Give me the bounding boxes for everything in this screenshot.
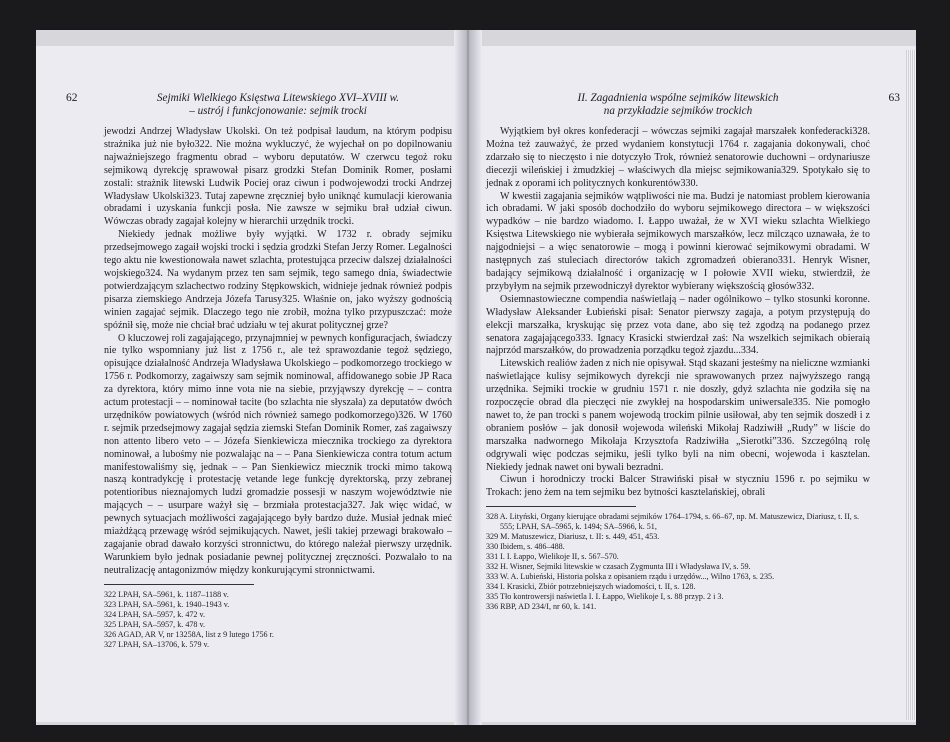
paragraph: W kwestii zagajania sejmików wątpliwości nie ma. Budzi je natomiast problem kierowania ich obradami. W jaki sposób dochodziło do wyboru sejmikowego directora – w większości wypadków – nie bardzo wiadomo. I. Łappo uważał, że w XVI wieku szlachta Wielkiego Księstwa Litewskiego nie wybierała sejmikowych marszałków, lecz milcząco uznawała, że to najgodniejsi – a więc senatorowie – mogą i powinni kierować sejmikowymi obradami. W następnych zaś stuleciach directorów takich zgromadzeń obierano331. Henryk Wisner, badający sejmikową działalność i organizację w I połowie XVII wieku, stwierdził, że przybyłym na sejmik przewodniczył dyrektor wybierany większością głosów332.: [486, 190, 870, 292]
left-footnotes: [104, 590, 452, 650]
footnote: 336 RBP, AD 234/I, nr 60, k. 141.: [486, 602, 597, 612]
footnote: 332 H. Wisner, Sejmiki litewskie w czasach Zygmunta III i Władysława IV, s. 59.: [486, 562, 751, 572]
book-spine: [454, 30, 482, 725]
page-edges: [906, 50, 916, 720]
right-body: [486, 126, 870, 500]
paragraph: Wyjątkiem był okres konfederacji – wówczas sejmiki zagajał marszałek konfederacki328. Można też zauważyć, że przed wydaniem konstytucji 1764 r. zagajania dokonywali, choć zdarzało się to nieczęsto i nie dotyczyło Trok, również senatorowie duchowni – ordynariusze diecezji wileńskiej i żmudzkiej – właściwych dla miejsc sejmikowania329. Spotykało się to jednak z oporami ich politycznych konkurentów330.: [486, 126, 870, 189]
right-header: [486, 92, 900, 126]
open-book: [36, 30, 916, 725]
footnote: 328 A. Lityński, Organy kierujące obradami sejmików 1764–1794, s. 66–67, np. M. Matuszewicz, Diariusz, t. II, s. 555; LPAH, SA–5965, k. 1494; SA–5966, k. 51,: [486, 512, 859, 532]
running-head-left-line1: Sejmiki Wielkiego Księstwa Litewskiego XVI–XVIII w.: [156, 92, 400, 104]
footnote: 322 LPAH, SA–5961, k. 1187–1188 v.: [104, 589, 229, 599]
footnote-rule: [104, 584, 254, 585]
footnote: 330 Ibidem, s. 486–488.: [486, 542, 565, 552]
paragraph: Litewskich realiów żaden z nich nie opisywał. Stąd skazani jesteśmy na nieliczne wzmianki naświetlające kulisy sejmikowych dyrekcji nie sprawowanych przez najwyższego rangą urzędnika. Sejmiki trockie w grudniu 1571 r. nie doszły, gdyż szlachta nie godziła się na rozpoczęcie obrad dla pieczęci nie zwykłej na hospodarskim uniwersale335. Nie pomogło nawet to, że pan trocki s panem wojewodą trockim pilnie usiłował, aby ten sejmik doszedł i z obraniem posłów – jak donosił wojewoda wileński Mikołaj Radziwiłł „Rudy” w liście do marszałka nadwornego Mikołaja Krzysztofa Radziwiłła „Sierotki”336. Szczególną rolę odgrywali więc podczas sejmiku, jeśli tylko byli na nim obecni, wojewoda i kasztelan. Niekiedy jednak nawet oni bywali bezradni.: [486, 358, 870, 473]
paragraph: Niekiedy jednak możliwe były wyjątki. W 1732 r. obrady sejmiku przedsejmowego zagaił wojski trocki i sędzia grodzki Stefan Jerzy Romer. Legalności tego aktu nie kwestionowała nawet szlachta, protestująca przeciw dalszej działalności wojskiego324. Na wydanym przez ten sam sejmik, tego samego dnia, świadectwie potwierdzającym szlachectwo rodziny Stępkowskich, widnieje jednak również podpis pisarza ziemskiego Andrzeja Józefa Tarusy325. Właśnie on, jako wyższy godnością winien zagajać sejmik. Dlaczego tego nie zrobił, można tylko przypuszczać: może spóźnił się, może nie chciał brać udziału w tej akurat politycznej grze?: [104, 229, 452, 331]
footnote: 331 I. I. Łappo, Wielikoje II, s. 567–570.: [486, 552, 619, 562]
right-page: [466, 46, 916, 722]
footnote: 329 M. Matuszewicz, Diariusz, t. II: s. 449, 451, 453.: [486, 532, 660, 542]
paragraph: jewodzi Andrzej Władysław Ukolski. On też podpisał laudum, na którym podpisu strażnika już nie było322. Nie można wykluczyć, że wyjechał on po dopilnowaniu najważniejszego fragmentu obrad – wyboru deputatów. W czerwcu tegoż roku sejmikową dyrekcję sprawował pisarz grodzki Stefan Dominik Romer, posłami zostali: strażnik litewski Ludwik Pociej oraz ciwun i podwojewodzi trocki Andrzej Władysław Ukolski323. Tutaj zapewne zręczniej było uniknąć kumulacji kierowania obradami i uzyskania funkcji posła. Nie zawsze w sejmiku brał udział ciwun. Wówczas obrady zagajał kolejny w hierarchii urzędnik trocki.: [104, 126, 452, 228]
footnote: 333 W. A. Lubieński, Historia polska z opisaniem rządu i urzędów..., Wilno 1763, s. 235.: [486, 572, 775, 582]
paragraph: O kluczowej roli zagajającego, przynajmniej w pewnych konfiguracjach, świadczy nie tylko wspomniany już list z 1756 r., ale też sprawozdanie tegoż sędziego, opisujące działalność Andrzeja Władysława Ukolskiego – podkomorzego trockiego w 1756 r. Podkomorzy, zagaiwszy sam sejmik nominowal, affidowanego sobie JP Raca za dyrektora, który mimo inne vota nie na siebie, przyjąwszy dyrekcję – – contra actum protestacji – – nominował tacite (bo szlachta nie słyszała) za deputatów dwóch urzędników powiatowych (wśród nich również samego podkomorzego)326. W 1760 r. sejmik przedsejmowy zagajał sędzia ziemski Stefan Dominik Romer, zaś zagaiwszy non attento libero veto – – Józefa Sienkiewicza miecznika trockiego za dyrektora nominował, a lubośmy nie pozwalając na – – Pana Sienkiewicza contra totum actum manifestowaliśmy się, jednak – – Pan Sienkiewicz miecznik trocki mimo takową naszą kontradykcję i protestację vetande lege funkcję dyrektorską, przy zebranej potentioribus nieznajomych ludzi gromadzie possesji w naszym województwie nie mających – – usurpare ważył się – brzmiała protestacja327. Jak więc widać, w pewnych sytuacjach możliwości zagajającego były bardzo duże. Musiał jednak mieć miażdżącą przewagę wśród sejmikujących. Nawet, jeśli takiej przewagi brakowało – zagajanie obrad dawało korzyści stronnictwu, do którego należał pierwszy urzędnik. Warunkiem było jednak posiadanie pewnej politycznej zręczności. Pozwalało to na neutralizację antagonizmów między konkurującymi stronnictwami.: [104, 332, 452, 576]
footnote: 334 I. Krasicki, Zbiór potrzebniejszych wiadomości, t. II, s. 128.: [486, 582, 696, 592]
page-number-right: 63: [888, 92, 900, 104]
footnote: 325 LPAH, SA–5957, k. 478 v.: [104, 619, 206, 629]
paragraph: Osiemnastowieczne compendia naświetlają – nader ogólnikowo – tylko stosunki koronne. Władysław Aleksander Łubieński pisał: Senator pierwszy zagaja, a potym przystępują do elekcji marszałka, kryskując się przez vota dane, abo się też zgodzą na podanego przez senatora zagajającego333. Ignacy Krasicki stwierdzał zaś: Na wszelkich sejmikach obieraią najprzód marszałków, do prowadzenia porządku tegoż zjazdu...334.: [486, 293, 870, 357]
footnote: 326 AGAD, AR V, nr 13258A, list z 9 lutego 1756 r.: [104, 629, 274, 639]
running-head-right-line1: II. Zagadnienia wspólne sejmików litewskich: [577, 92, 779, 104]
running-head-left: [104, 92, 452, 118]
paragraph: Ciwun i horodniczy trocki Balcer Strawiński pisał w styczniu 1596 r. po sejmiku w Trokach: jeno żem na tem sejmiku bez bytności kasztelańskiej, obrali: [486, 474, 870, 499]
footnote: 327 LPAH, SA–13706, k. 579 v.: [104, 639, 210, 649]
page-number-left: 62: [66, 92, 78, 104]
left-body: [104, 126, 452, 578]
footnote: 323 LPAH, SA–5961, k. 1940–1943 v.: [104, 599, 230, 609]
footnote-rule: [486, 506, 636, 507]
running-head-left-line2: – ustrój i funkcjonowanie: sejmik trocki: [189, 105, 367, 117]
footnote: 335 Tło kontrowersji naświetla I. I. Łappo, Wielikoje I, s. 88 przyp. 2 i 3.: [486, 592, 724, 602]
running-head-right-line2: na przykładzie sejmików trockich: [603, 105, 753, 117]
running-head-right: [486, 92, 870, 118]
left-header: [66, 92, 452, 126]
right-footnotes: [486, 512, 870, 612]
footnote: 324 LPAH, SA–5957, k. 472 v.: [104, 609, 206, 619]
left-page: [36, 46, 466, 722]
